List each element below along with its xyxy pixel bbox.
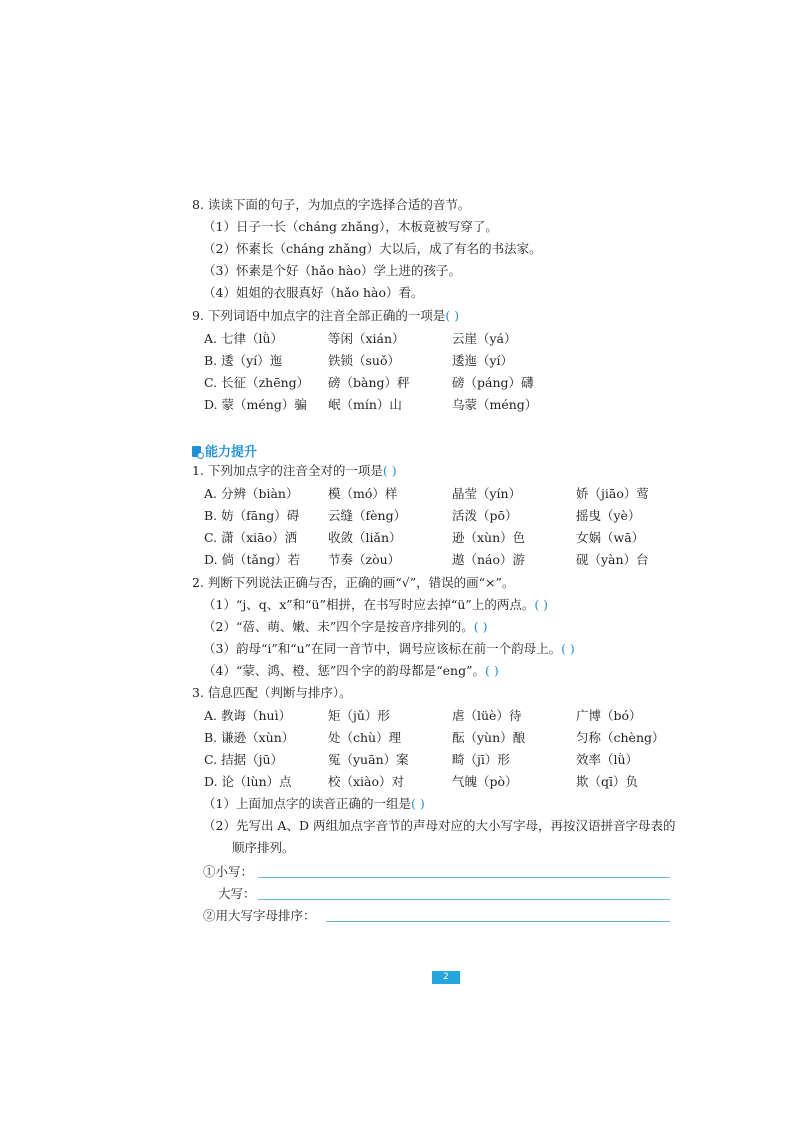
p2-item-2-text: （2）“蓓、萌、嫩、未”四个字是按音序排列的。 — [203, 619, 474, 634]
q9-title-text: 9. 下列词语中加点字的注音全部正确的一项是 — [192, 308, 446, 323]
p2-item-2-paren[interactable]: ( ) — [473, 619, 488, 634]
p3-c-1: C. 拮据（jū） — [204, 752, 283, 767]
p1-b-2: 云缝（fèng） — [328, 508, 407, 523]
sort-label: ②用大写字母排序： — [203, 908, 316, 923]
p1-c-4: 女娲（wā） — [576, 530, 645, 545]
p3-c-2: 冤（yuān）案 — [328, 752, 409, 767]
p3-b-3: 酝（yùn）酿 — [452, 730, 526, 745]
q8-item-2: （2）怀素长（cháng zhǎng）大以后，成了有名的书法家。 — [203, 241, 542, 256]
p3-b-4: 匀称（chèng） — [576, 730, 665, 745]
lowercase-label: ①小写： — [203, 864, 254, 879]
p1-c-1: C. 潇（xiāo）洒 — [204, 530, 298, 545]
document-icon — [192, 446, 201, 457]
p2-item-1-text: （1）“j、q、x”和“ü”相拼，在书写时应去掉“ü”上的两点。 — [203, 597, 535, 612]
p2-item-1-paren[interactable]: ( ) — [534, 597, 549, 612]
q9-row-c-2: 磅（bàng）秤 — [328, 375, 410, 390]
p3-sub1 — [203, 796, 425, 812]
q9-row-a-1: A. 七律（lǜ） — [204, 331, 284, 346]
p2-item-4-text: （4）“蒙、鸿、橙、惩”四个字的韵母都是“eng”。 — [203, 663, 485, 678]
p3-c-4: 效率（lǜ） — [576, 752, 639, 767]
p1-d-3: 遨（náo）游 — [452, 552, 526, 567]
q9-row-c-3: 磅（páng）礴 — [452, 375, 534, 390]
p1-a-3: 晶莹（yín） — [452, 486, 522, 501]
p3-d-1: D. 论（lùn）点 — [204, 774, 292, 789]
q9-row-c-1: C. 长征（zhēng） — [204, 375, 310, 390]
p3-sub1-paren[interactable]: ( ) — [410, 796, 425, 811]
p1-title — [192, 463, 397, 479]
p1-d-4: 砚（yàn）台 — [576, 552, 649, 567]
p3-d-4: 欺（qī）负 — [576, 774, 638, 789]
page-number: 2 — [432, 971, 460, 984]
p1-c-3: 逊（xùn）色 — [452, 530, 526, 545]
p3-sub2-line1: （2）先写出 A、D 两组加点字音节的声母对应的大小写字母，再按汉语拼音字母表的 — [203, 818, 676, 833]
q8-item-3: （3）怀素是个好（hǎo hào）学上进的孩子。 — [203, 263, 461, 278]
p3-a-2: 矩（jǔ）形 — [328, 708, 390, 723]
p1-a-1: A. 分辨（biàn） — [204, 486, 299, 501]
p3-b-1: B. 谦逊（xùn） — [204, 730, 295, 745]
p1-b-3: 活泼（pō） — [452, 508, 518, 523]
p3-d-3: 气魄（pò） — [452, 774, 518, 789]
q9-row-d-1: D. 蒙（méng）骗 — [204, 397, 307, 412]
p3-d-2: 校（xiào）对 — [328, 774, 405, 789]
q9-answer-paren[interactable]: ( ) — [445, 308, 460, 323]
q9-title — [192, 308, 459, 324]
p3-b-2: 处（chù）理 — [328, 730, 402, 745]
q8-item-4: （4）姐姐的衣服真好（hǎo hào）看。 — [203, 285, 424, 300]
q9-row-a-2: 等闲（xián） — [328, 331, 405, 346]
section-title: 能力提升 — [205, 445, 258, 460]
p1-a-4: 娇（jiāo）莺 — [576, 486, 649, 501]
p2-item-3-text: （3）韵母“i”和“u”在同一音节中，调号应该标在前一个韵母上。 — [203, 641, 562, 656]
q8-title: 8. 读读下面的句子，为加点的字选择合适的音节。 — [192, 197, 471, 212]
section-header — [192, 441, 257, 460]
p1-d-2: 节奏（zòu） — [328, 552, 401, 567]
p1-b-4: 摇曳（yè） — [576, 508, 641, 523]
p3-title: 3. 信息匹配（判断与排序）。 — [192, 685, 352, 700]
p1-title-text: 1. 下列加点字的注音全对的一项是 — [192, 463, 383, 478]
p3-sub1-text: （1）上面加点字的读音正确的一组是 — [203, 796, 411, 811]
p1-b-1: B. 妨（fāng）碍 — [204, 508, 300, 523]
p2-item-2 — [203, 619, 487, 635]
q9-row-b-2: 铁锁（suǒ） — [328, 353, 400, 368]
p3-a-3: 虐（lüè）待 — [452, 708, 522, 723]
p1-a-2: 模（mó）样 — [328, 486, 398, 501]
p1-d-1: D. 倘（tǎng）若 — [204, 552, 301, 567]
p3-sub2-line2: 顺序排列。 — [232, 840, 295, 855]
p2-item-3 — [203, 641, 575, 657]
q8-item-1: （1）日子一长（cháng zhǎng），木板竟被写穿了。 — [203, 219, 498, 234]
q9-row-d-3: 乌蒙（méng） — [452, 397, 538, 412]
uppercase-answer-line[interactable] — [258, 899, 670, 900]
p2-item-3-paren[interactable]: ( ) — [561, 641, 575, 656]
p3-a-4: 广博（bó） — [576, 708, 642, 723]
p2-item-1 — [203, 597, 548, 613]
sort-answer-line[interactable] — [326, 921, 670, 922]
p3-a-1: A. 教诲（huì） — [204, 708, 292, 723]
p1-c-2: 收敛（liǎn） — [328, 530, 402, 545]
q9-row-b-1: B. 逶（yí）迤 — [204, 353, 283, 368]
p2-item-4-paren[interactable]: ( ) — [484, 663, 499, 678]
q9-row-a-3: 云崖（yá） — [452, 331, 517, 346]
p2-item-4 — [203, 663, 499, 679]
uppercase-label: 大写： — [218, 886, 256, 901]
p2-title: 2. 判断下列说法正确与否，正确的画“√”，错误的画“×”。 — [192, 575, 515, 590]
q9-row-b-3: 逶迤（yí） — [452, 353, 514, 368]
p1-answer-paren[interactable]: ( ) — [382, 463, 397, 478]
q9-row-d-2: 岷（mín）山 — [328, 397, 402, 412]
p3-c-3: 畸（jī）形 — [452, 752, 510, 767]
lowercase-answer-line[interactable] — [258, 877, 670, 878]
